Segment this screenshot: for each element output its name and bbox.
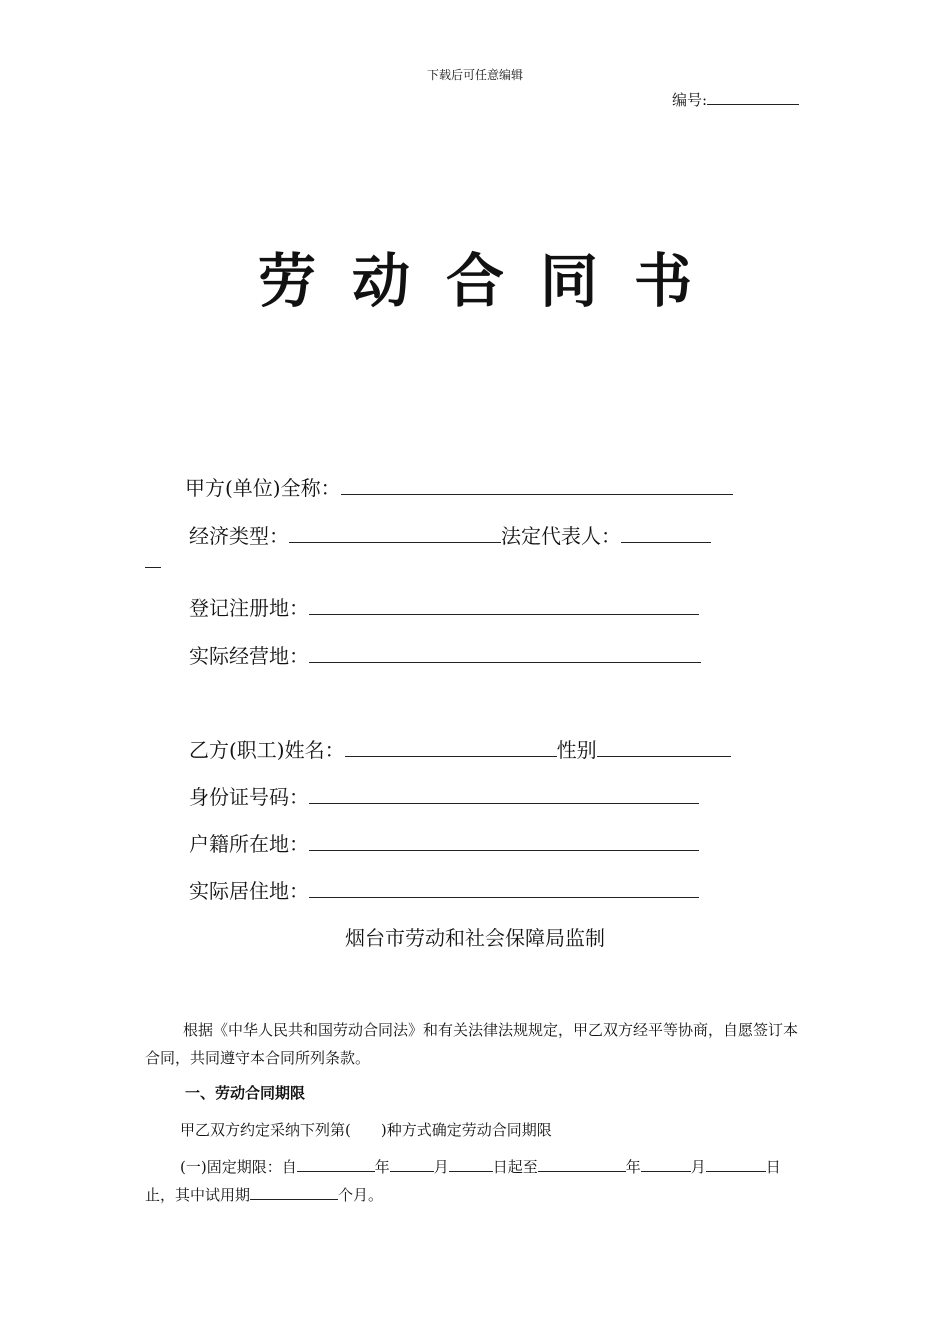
supervisor-line: 烟台市劳动和社会保障局监制 xyxy=(345,926,605,950)
end-year-blank xyxy=(538,1156,626,1172)
month2-label: 月 xyxy=(690,1158,706,1176)
id-blank xyxy=(309,785,699,804)
actual-address-blank xyxy=(309,644,701,663)
end-day-blank xyxy=(706,1156,750,1172)
intro-paragraph: 根据《中华人民共和国劳动合同法》和有关法律法规规定，甲乙双方经平等协商，自愿签订本合同，共同遵守本合同所列条款。 xyxy=(145,1021,799,1067)
party-b-id xyxy=(189,781,699,810)
party-a-name-label: 甲方(单位)全称： xyxy=(185,476,341,500)
section1-title: 一、劳动合同期限 xyxy=(185,1084,306,1102)
reg-address-label: 登记注册地： xyxy=(189,596,309,620)
probation-blank xyxy=(250,1184,338,1200)
serial-label: 编号: xyxy=(672,91,708,109)
household-label: 户籍所在地： xyxy=(189,832,309,856)
legal-rep-blank xyxy=(621,524,711,543)
section1-text: 甲乙双方约定采纳下列第( )种方式确定劳动合同期限 xyxy=(180,1121,552,1139)
econ-type-blank xyxy=(289,524,501,543)
fixed-term-paragraph xyxy=(145,1153,810,1209)
end-day-blank-wrap xyxy=(750,1156,766,1172)
party-b-name-label: 乙方(职工)姓名： xyxy=(189,738,345,762)
party-a-full-name xyxy=(185,472,733,501)
day-from-label: 日起至 xyxy=(492,1158,538,1176)
day-to-label: 日止，其中试用期 xyxy=(145,1158,781,1204)
party-b-name xyxy=(189,734,731,763)
party-b-residence xyxy=(189,875,699,904)
residence-label: 实际居住地： xyxy=(189,879,309,903)
residence-blank xyxy=(309,879,699,898)
party-b-household xyxy=(189,828,699,857)
party-a-name-blank xyxy=(341,476,733,495)
legal-rep-blank-wrap xyxy=(145,552,161,568)
gender-blank xyxy=(597,738,731,757)
end-month-blank xyxy=(641,1156,691,1172)
year1-label: 年 xyxy=(374,1158,390,1176)
serial-number xyxy=(672,89,799,110)
household-blank xyxy=(309,832,699,851)
actual-address-label: 实际经营地： xyxy=(189,644,309,668)
header-note: 下载后可任意编辑 xyxy=(426,68,523,82)
months-label: 个月。 xyxy=(338,1186,384,1204)
start-year-blank xyxy=(297,1156,375,1172)
legal-rep-label: 法定代表人： xyxy=(501,524,621,548)
econ-type-label: 经济类型： xyxy=(189,524,289,548)
party-a-actual-address xyxy=(189,640,701,669)
party-a-econ-type xyxy=(189,520,711,549)
party-a-reg-address xyxy=(189,592,699,621)
gender-label: 性别 xyxy=(556,738,597,762)
year2-label: 年 xyxy=(625,1158,641,1176)
id-label: 身份证号码： xyxy=(189,785,309,809)
document-title: 劳动合同书 xyxy=(257,247,728,315)
fixed-term-prefix: (一)固定期限：自 xyxy=(180,1158,297,1176)
start-day-blank xyxy=(449,1156,493,1172)
reg-address-blank xyxy=(309,596,699,615)
month1-label: 月 xyxy=(433,1158,449,1176)
start-month-blank xyxy=(390,1156,434,1172)
party-b-name-blank xyxy=(345,738,557,757)
serial-blank xyxy=(707,89,799,105)
